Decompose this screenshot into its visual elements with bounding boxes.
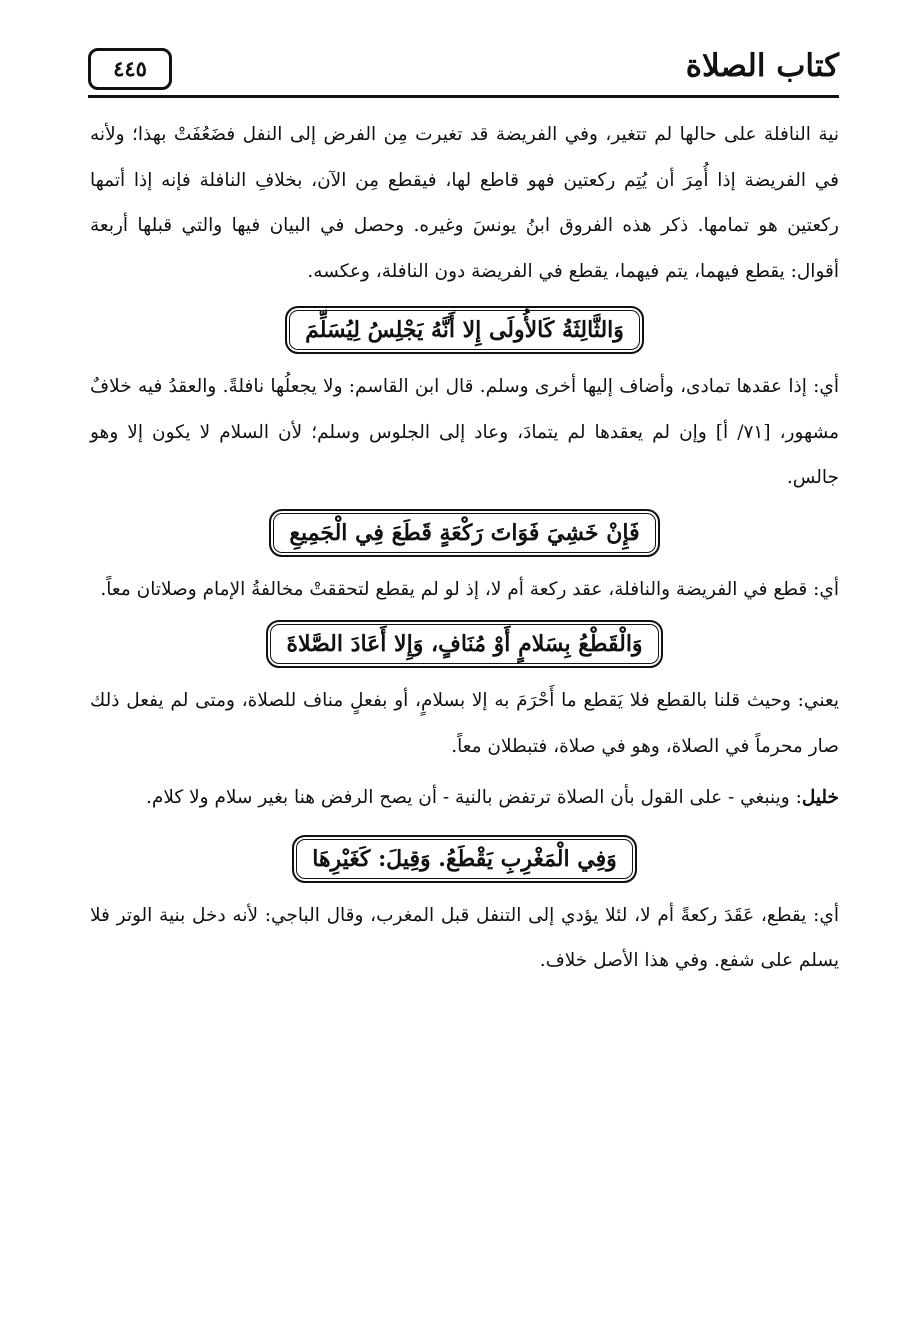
matn-text: وَالثَّالِثَةُ كَالأُولَى إِلا أَنَّهُ يَجْلِسُ لِيُسَلِّمَ [285,306,644,354]
header-divider [88,95,839,98]
page-number: ٤٤٥ [88,48,172,90]
matn-text: وَالْقَطْعُ بِسَلامٍ أَوْ مُنَافٍ، وَإِلا أَعَادَ الصَّلاةَ [266,620,662,668]
commentary-paragraph [90,775,839,821]
running-header [88,44,839,100]
commentary-text: : وينبغي - على القول بأن الصلاة ترتفض بالنية - أن يصح الرفض هنا بغير سلام ولا كلام. [146,787,802,808]
commentary-paragraph: يعني: وحيث قلنا بالقطع فلا يَقطع ما أَحْرَمَ به إلا بسلامٍ، أو بفعلٍ مناف للصلاة، ومتى لم يفعل ذلك صار محرماً في الصلاة، وهو في صلاة، فتبطلان معاً. [90,690,839,757]
matn-frame [90,620,839,668]
commentary-paragraph: نية النافلة على حالها لم تتغير، وفي الفريضة قد تغيرت مِن الفرض إلى النفل فضَعُفَتْ بهذا؛ ولأنه في الفريضة إذا أُمِرَ أن يُتِم ركعتين فهو قاطع لها، فيقطع مِن الآن، بخلافِ النافلة فإنه إذا أتمها ركعتين هو تمامها. ذكر هذه الفروق ابنُ يونسَ وغيره. وحصل في البيان فيها والتي قبلها أربعة أقوال: يقطع فيهما، يتم فيهما، يقطع في الفريضة دون النافلة، وعكسه. [90,124,839,282]
book-title: كتاب الصلاة [685,48,839,84]
matn-frame [90,306,839,354]
matn-text: وَفِي الْمَغْرِبِ يَقْطَعُ. وَقِيلَ: كَغَيْرِهَا [292,835,637,883]
matn-text: فَإِنْ خَشِيَ فَوَاتَ رَكْعَةٍ قَطَعَ فِي الْجَمِيعِ [269,509,659,557]
commentary-paragraph: أي: قطع في الفريضة والنافلة، عقد ركعة أم لا، إذ لو لم يقطع لتحققتْ مخالفةُ الإمام وصلاتان معاً. [100,578,839,600]
commentary-paragraph: أي: يقطع، عَقَدَ ركعةً أم لا، لئلا يؤدي إلى التنفل قبل المغرب، وقال الباجي: لأنه دخل بنية الوتر فلا يسلم على شفع. وفي هذا الأصل خلاف. [90,904,839,971]
matn-frame [90,835,839,883]
matn-frame [90,509,839,557]
cited-author: خليل [801,787,839,808]
page-body [90,112,839,984]
commentary-paragraph: أي: إذا عقدها تمادى، وأضاف إليها أخرى وسلم. قال ابن القاسم: ولا يجعلُها نافلةً. والعقدُ فيه خلافٌ مشهور، [٧١/ أ] وإن لم يعقدها لم يتمادَ، وعاد إلى الجلوس وسلم؛ لأن السلام لا يكون إلا وهو جالس. [90,376,839,488]
